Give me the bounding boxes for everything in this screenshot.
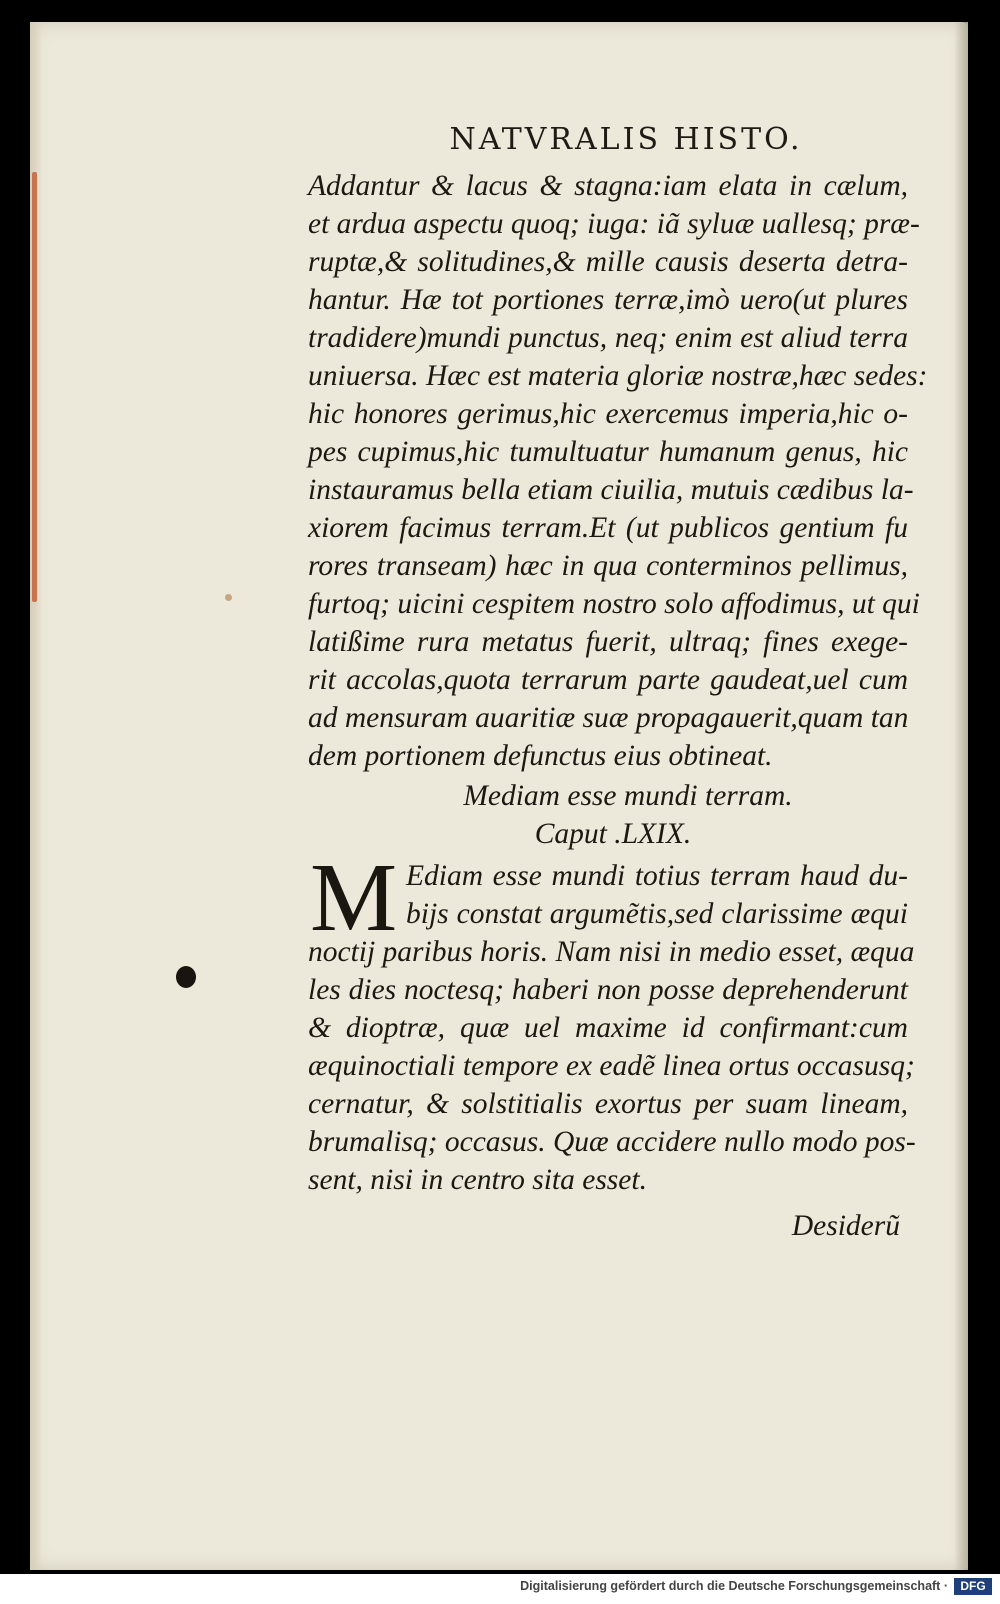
text-line: bijs constat argumẽtis,sed clarissime æqui (406, 898, 908, 930)
book-page (30, 22, 968, 1570)
text-line: xiorem facimus terram.Et (ut publicos gentium fu (308, 512, 908, 544)
chapter-body (308, 844, 916, 1199)
text-line: tradidere)mundi punctus, neq; enim est aliud terra (308, 322, 908, 354)
text-line: instauramus bella etiam ciuilia, mutuis cædibus la- (308, 474, 914, 506)
text-line: furtoq; uicini cespitem nostro solo affodimus, ut qui (308, 588, 920, 620)
text-line: Ediam esse mundi totius terram haud du- (406, 860, 908, 892)
ink-blot (176, 966, 196, 988)
red-page-edge (32, 172, 37, 602)
text-line: rores transeam) hæc in qua conterminos pellimus, (308, 550, 908, 582)
paper-stain (225, 594, 232, 601)
text-line: hantur. Hæ tot portiones terræ,imò uero(ut plures (308, 284, 908, 316)
text-line: ad mensuram auaritiæ suæ propagauerit,quam tan (308, 702, 909, 734)
text-line: les dies noctesq; haberi non posse deprehenderunt (308, 974, 908, 1006)
main-text (308, 167, 928, 775)
text-line: ruptæ,& solitudines,& mille causis deserta detra- (308, 246, 908, 278)
text-line: dem portionem defunctus eius obtineat. (308, 740, 773, 772)
text-line: noctij paribus horis. Nam nisi in medio esset, æqua (308, 936, 915, 968)
text-line: & dioptræ, quæ uel maxime id confirmant:cum (308, 1012, 908, 1044)
chapter-heading (308, 777, 908, 853)
catchword: Desiderũ (791, 1210, 900, 1242)
text-line: et ardua aspectu quoq; iuga: iã syluæ uallesq; præ- (308, 208, 920, 240)
text-line: latißime rura metatus fuerit, ultraq; fines exege- (308, 626, 908, 658)
dfg-logo-icon: DFG (954, 1578, 992, 1595)
chapter-title: Mediam esse mundi terram. (463, 780, 793, 812)
page-gutter-shadow (954, 22, 968, 1570)
text-line: cernatur, & solstitialis exortus per suam lineam, (308, 1088, 908, 1120)
text-line: Addantur & lacus & stagna:iam elata in cælum, (308, 170, 908, 202)
running-head: NATVRALIS HISTO. (449, 122, 803, 157)
drop-cap: M (310, 844, 398, 952)
text-line: uniuersa. Hæc est materia gloriæ nostræ,hæc sedes: (308, 360, 928, 392)
text-line: hic honores gerimus,hic exercemus imperia,hic o- (308, 398, 908, 430)
digitization-footer (0, 1574, 1000, 1604)
text-line: rit accolas,quota terrarum parte gaudeat,uel cum (308, 664, 908, 696)
funding-credit: Digitalisierung gefördert durch die Deutsche Forschungsgemeinschaft · (520, 1579, 948, 1593)
text-line: æquinoctiali tempore ex eadẽ linea ortus occasusq; (308, 1050, 915, 1082)
text-area (308, 122, 928, 1245)
text-line: pes cupimus,hic tumultuatur humanum genus, hic (308, 436, 908, 468)
text-line: sent, nisi in centro sita esset. (308, 1164, 647, 1196)
text-line: brumalisq; occasus. Quæ accidere nullo modo pos- (308, 1126, 916, 1158)
chapter-number: Caput .LXIX. (534, 818, 692, 850)
